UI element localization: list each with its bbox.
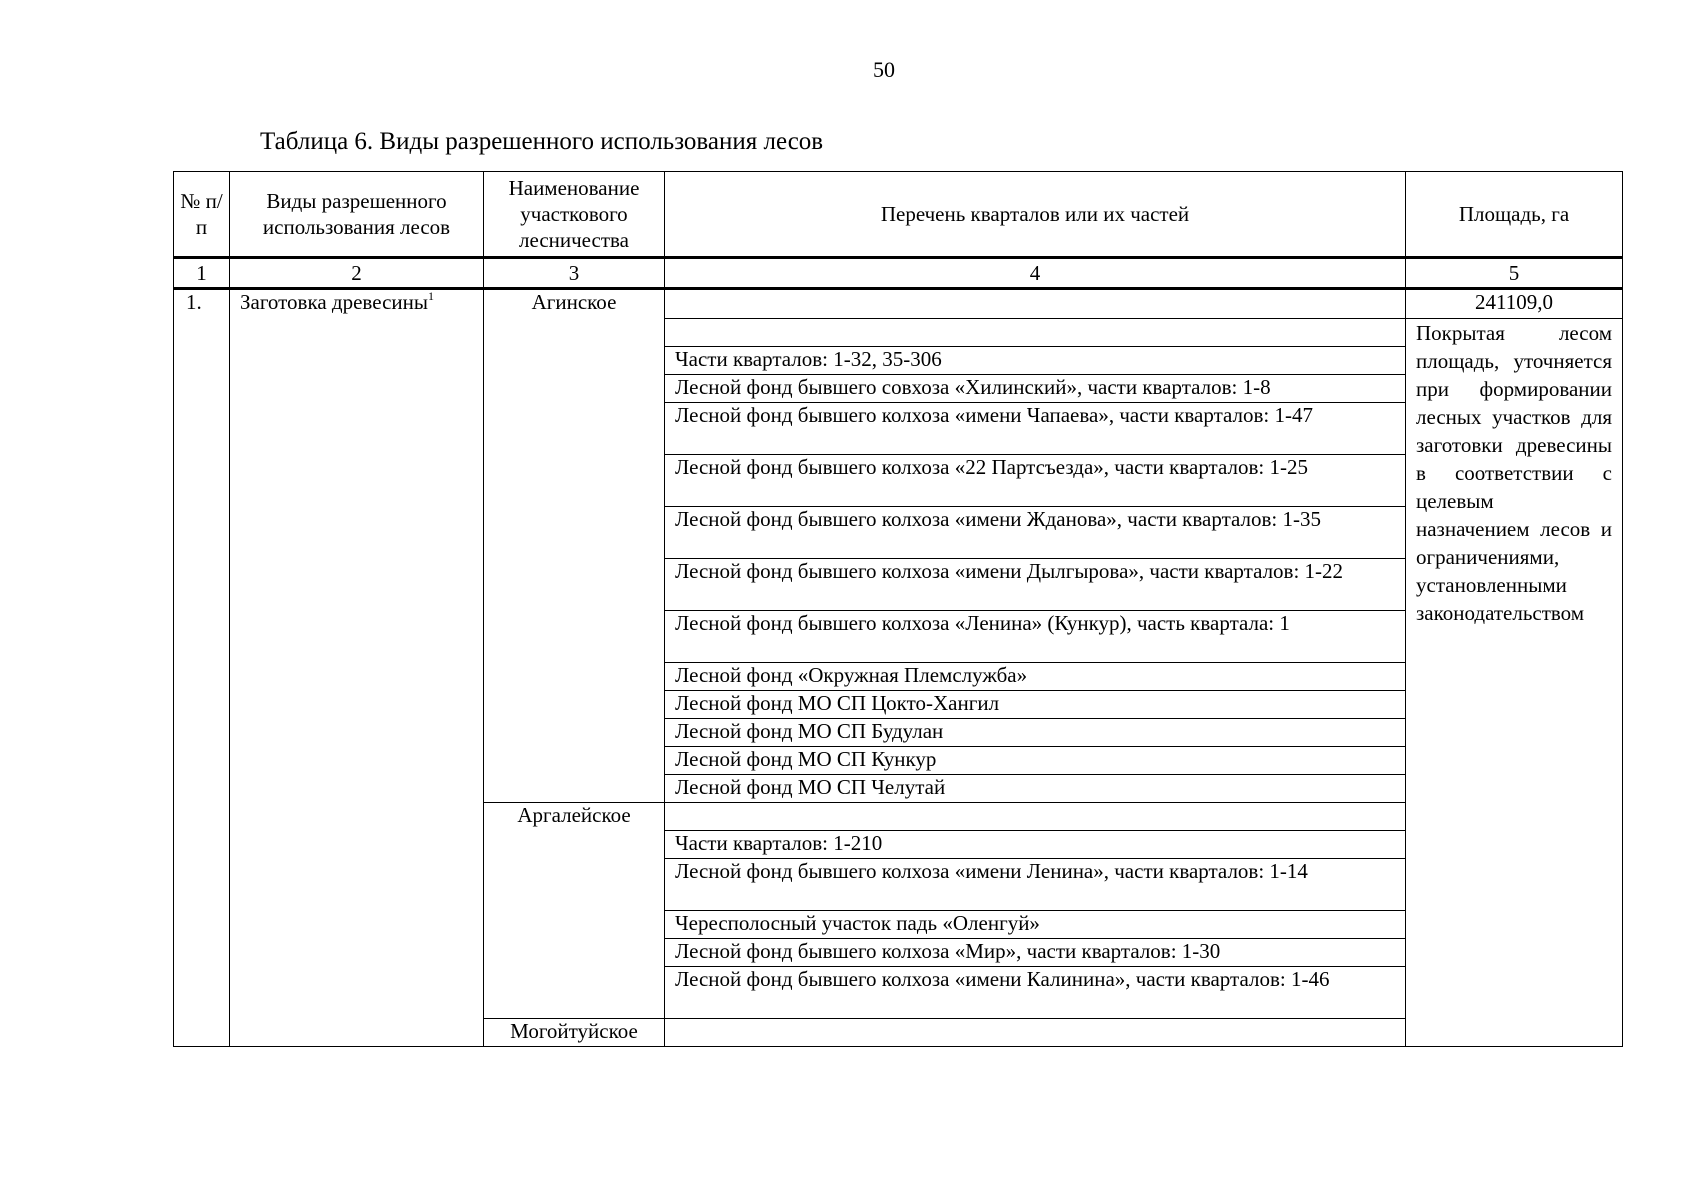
quarter-list-item: Лесной фонд бывшего колхоза «имени Дылгырова», части кварталов: 1-22 (665, 559, 1406, 611)
quarter-list-item: Лесной фонд бывшего колхоза «22 Партсъезда», части кварталов: 1-25 (665, 455, 1406, 507)
quarter-list-item (665, 289, 1406, 319)
quarter-list-item (665, 319, 1406, 347)
quarter-list-item: Лесной фонд МО СП Будулан (665, 719, 1406, 747)
header-quarters: Перечень кварталов или их частей (665, 172, 1406, 258)
row-number: 1. (174, 289, 230, 1047)
column-number: 4 (665, 258, 1406, 289)
quarter-list-item (665, 803, 1406, 831)
quarter-list-item (665, 1019, 1406, 1047)
column-number: 1 (174, 258, 230, 289)
quarter-list-item: Лесной фонд МО СП Цокто-Хангил (665, 691, 1406, 719)
column-number: 5 (1406, 258, 1623, 289)
table-caption: Таблица 6. Виды разрешенного использования лесов (260, 128, 824, 155)
quarter-list-item: Лесной фонд бывшего колхоза «Ленина» (Кункур), часть квартала: 1 (665, 611, 1406, 663)
area-note: Покрытая лесом площадь, уточняется при формировании лесных участков для заготовки древесины в соответствии с целевым назначением лесов и ограничениями, установленными законодательством (1406, 319, 1623, 1047)
quarter-list-item: Части кварталов: 1-210 (665, 831, 1406, 859)
quarter-list-item: Лесной фонд МО СП Челутай (665, 775, 1406, 803)
column-number: 2 (230, 258, 484, 289)
forestry-name: Аргалейское (484, 803, 665, 1019)
table-row (174, 289, 1623, 319)
quarter-list-item: Лесной фонд бывшего колхоза «Мир», части кварталов: 1-30 (665, 939, 1406, 967)
use-type-label: Заготовка древесины (240, 290, 428, 314)
quarter-list-item: Лесной фонд бывшего колхоза «имени Чапаева», части кварталов: 1-47 (665, 403, 1406, 455)
quarter-list-item: Лесной фонд «Окружная Племслужба» (665, 663, 1406, 691)
forest-use-table (173, 171, 1623, 1047)
header-num: № п/п (174, 172, 230, 258)
header-area: Площадь, га (1406, 172, 1623, 258)
forestry-name: Могойтуйское (484, 1019, 665, 1047)
quarter-list-item: Лесной фонд МО СП Кункур (665, 747, 1406, 775)
column-number-row (174, 258, 1623, 289)
quarter-list-item: Лесной фонд бывшего колхоза «имени Жданова», части кварталов: 1-35 (665, 507, 1406, 559)
header-row (174, 172, 1623, 258)
area-total: 241109,0 (1406, 289, 1623, 319)
quarter-list-item: Чересполосный участок падь «Оленгуй» (665, 911, 1406, 939)
page-number: 50 (873, 57, 895, 82)
use-type-cell (230, 289, 484, 1047)
quarter-list-item: Лесной фонд бывшего совхоза «Хилинский», части кварталов: 1-8 (665, 375, 1406, 403)
footnote-marker: 1 (427, 289, 434, 303)
quarter-list-item: Части кварталов: 1-32, 35-306 (665, 347, 1406, 375)
quarter-list-item: Лесной фонд бывшего колхоза «имени Ленина», части кварталов: 1-14 (665, 859, 1406, 911)
quarter-list-item: Лесной фонд бывшего колхоза «имени Калинина», части кварталов: 1-46 (665, 967, 1406, 1019)
forestry-name: Агинское (484, 289, 665, 803)
header-forestry: Наименование участкового лесничества (484, 172, 665, 258)
header-use-type: Виды разрешенного использования лесов (230, 172, 484, 258)
table-body (174, 258, 1623, 1047)
column-number: 3 (484, 258, 665, 289)
